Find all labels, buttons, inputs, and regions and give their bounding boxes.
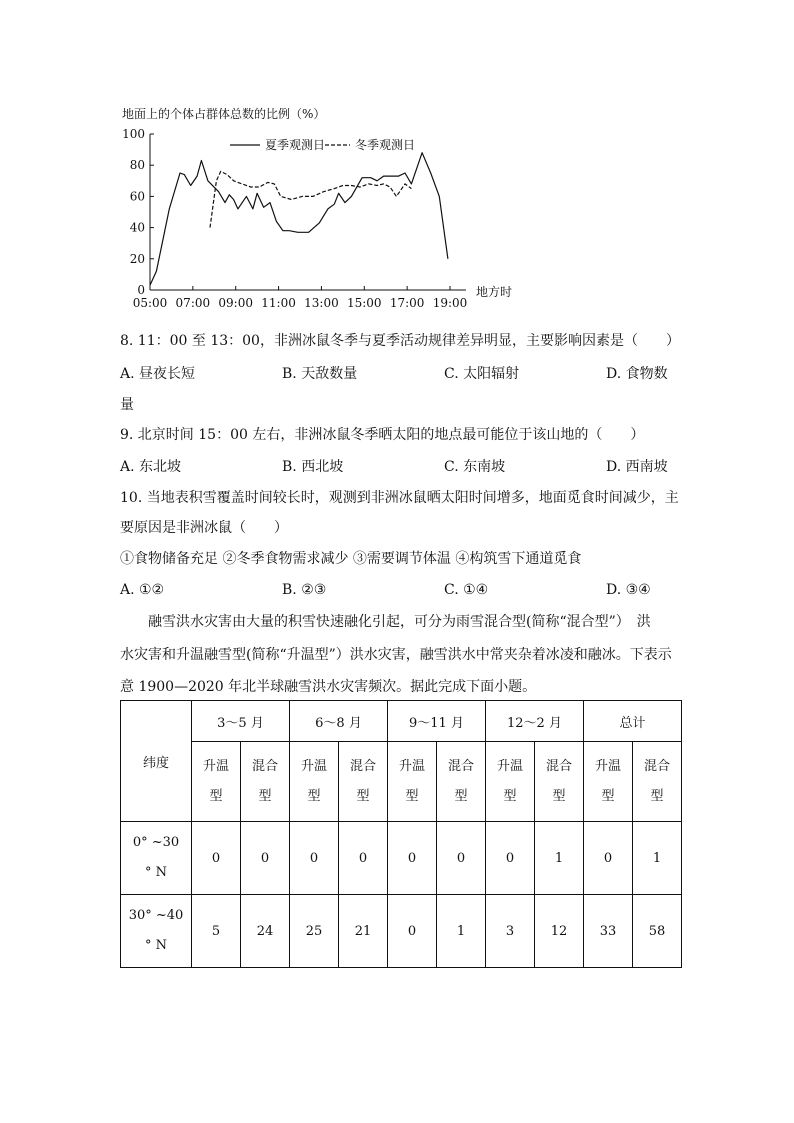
x-tick-label: 09:00 [218,296,254,310]
q8-option-b[interactable]: B. 天敌数量 [282,366,358,382]
table-cell: 24 [241,895,290,968]
question-8-stem: 8. 11：00 至 13：00，非洲冰鼠冬季与夏季活动规律差异明显，主要影响因素是（ ） [120,333,680,349]
chart-axes [122,128,512,310]
type-header: 升温型 [202,758,229,804]
y-tick-label: 80 [129,158,145,173]
table-header-row-types [121,742,682,822]
passage-line-2: 水灾害和升温融雪型(简称“升温型”）洪水灾害，融雪洪水中常夹杂着冰凌和融冰。下表示 [120,647,672,663]
q8-option-d[interactable]: D. 食物数 [606,366,668,382]
season-header: 3～5 月 [192,701,290,742]
table-cell: 0 [584,822,633,895]
table-row [121,895,682,968]
table-cell: 21 [339,895,388,968]
table-cell: 3 [486,895,535,968]
chart-y-axis-title: 地面上的个体占群体总数的比例（%） [122,107,326,121]
question-9-stem: 9. 北京时间 15：00 左右，非洲冰鼠冬季晒太阳的地点最可能位于该山地的（ ） [120,427,645,443]
season-header: 12～2 月 [486,701,584,742]
latitude-cell: 0° ~30 ° N [132,835,180,880]
table-cell: 0 [437,822,486,895]
type-header: 升温型 [300,758,327,804]
series-line-winter [210,171,411,227]
table-cell: 33 [584,895,633,968]
x-axis-title: 地方时 [476,285,513,299]
type-header: 混合型 [447,758,474,804]
table-cell: 1 [535,822,584,895]
table-cell: 1 [437,895,486,968]
latitude-cell: 30° ~40 ° N [128,908,184,953]
q8-option-a[interactable]: A. 昼夜长短 [120,366,196,382]
table-cell: 12 [535,895,584,968]
question-10-stem-line1: 10. 当地表积雪覆盖时间较长时，观测到非洲冰鼠晒太阳时间增多，地面觅食时间减少，主 [120,490,679,506]
season-header: 9～11 月 [388,701,486,742]
table-cell: 0 [290,822,339,895]
q9-option-d[interactable]: D. 西南坡 [606,459,668,475]
question-10-statements: ①食物储备充足 ②冬季食物需求减少 ③需要调节体温 ④构筑雪下通道觅食 [120,551,582,567]
table-header-row-seasons [121,701,682,742]
q9-option-a[interactable]: A. 东北坡 [120,459,182,475]
type-header: 升温型 [398,758,425,804]
x-tick-label: 19:00 [432,296,468,310]
type-header: 混合型 [251,758,278,804]
season-header: 6～8 月 [290,701,388,742]
table-cell: 58 [633,895,682,968]
line-chart [100,128,540,318]
q10-option-d[interactable]: D. ③④ [606,582,651,598]
table-cell: 1 [633,822,682,895]
type-header: 升温型 [496,758,523,804]
table-cell: 25 [290,895,339,968]
x-tick-label: 13:00 [304,296,339,310]
x-tick-label: 07:00 [175,296,211,310]
table-cell: 0 [388,895,437,968]
chart-legend [230,137,415,152]
latitude-header: 纬度 [121,701,192,822]
type-header: 混合型 [643,758,670,804]
q10-option-a[interactable]: A. ①② [120,582,165,598]
table-cell: 0 [388,822,437,895]
table-cell: 0 [241,822,290,895]
x-tick-label: 15:00 [346,296,382,310]
table-row [121,822,682,895]
y-tick-label: 0 [137,283,145,297]
flood-frequency-table [120,700,682,968]
y-tick-label: 40 [129,220,145,235]
table-cell: 0 [486,822,535,895]
y-tick-label: 60 [129,189,145,204]
table-cell: 0 [192,822,241,895]
q8-option-d-continuation: 量 [120,397,134,413]
question-10-stem-line2: 要原因是非洲冰鼠（ ） [120,520,288,536]
type-header: 升温型 [594,758,621,804]
table-cell: 5 [192,895,241,968]
type-header: 混合型 [545,758,572,804]
series-line-summer [150,153,448,286]
legend-label-winter: 冬季观测日 [355,138,416,152]
x-tick-label: 11:00 [261,296,296,310]
q9-option-c[interactable]: C. 东南坡 [444,459,506,475]
y-tick-label: 20 [129,251,145,266]
passage-line-3: 意 1900—2020 年北半球融雪洪水灾害频次。据此完成下面小题。 [120,679,537,695]
table-cell: 0 [339,822,388,895]
x-tick-label: 05:00 [132,296,168,310]
total-header: 总计 [584,701,682,742]
legend-label-summer: 夏季观测日 [265,138,326,152]
q10-option-c[interactable]: C. ①④ [444,582,489,598]
q9-option-b[interactable]: B. 西北坡 [282,459,344,475]
chart-series [150,153,448,286]
q10-option-b[interactable]: B. ②③ [282,582,327,598]
q8-option-c[interactable]: C. 太阳辐射 [444,366,520,382]
y-tick-label: 100 [122,128,145,141]
x-tick-label: 17:00 [389,296,425,310]
passage-line-1: 融雪洪水灾害由大量的积雪快速融化引起，可分为雨雪混合型(简称“混合型”） 洪 [148,614,651,630]
type-header: 混合型 [349,758,376,804]
